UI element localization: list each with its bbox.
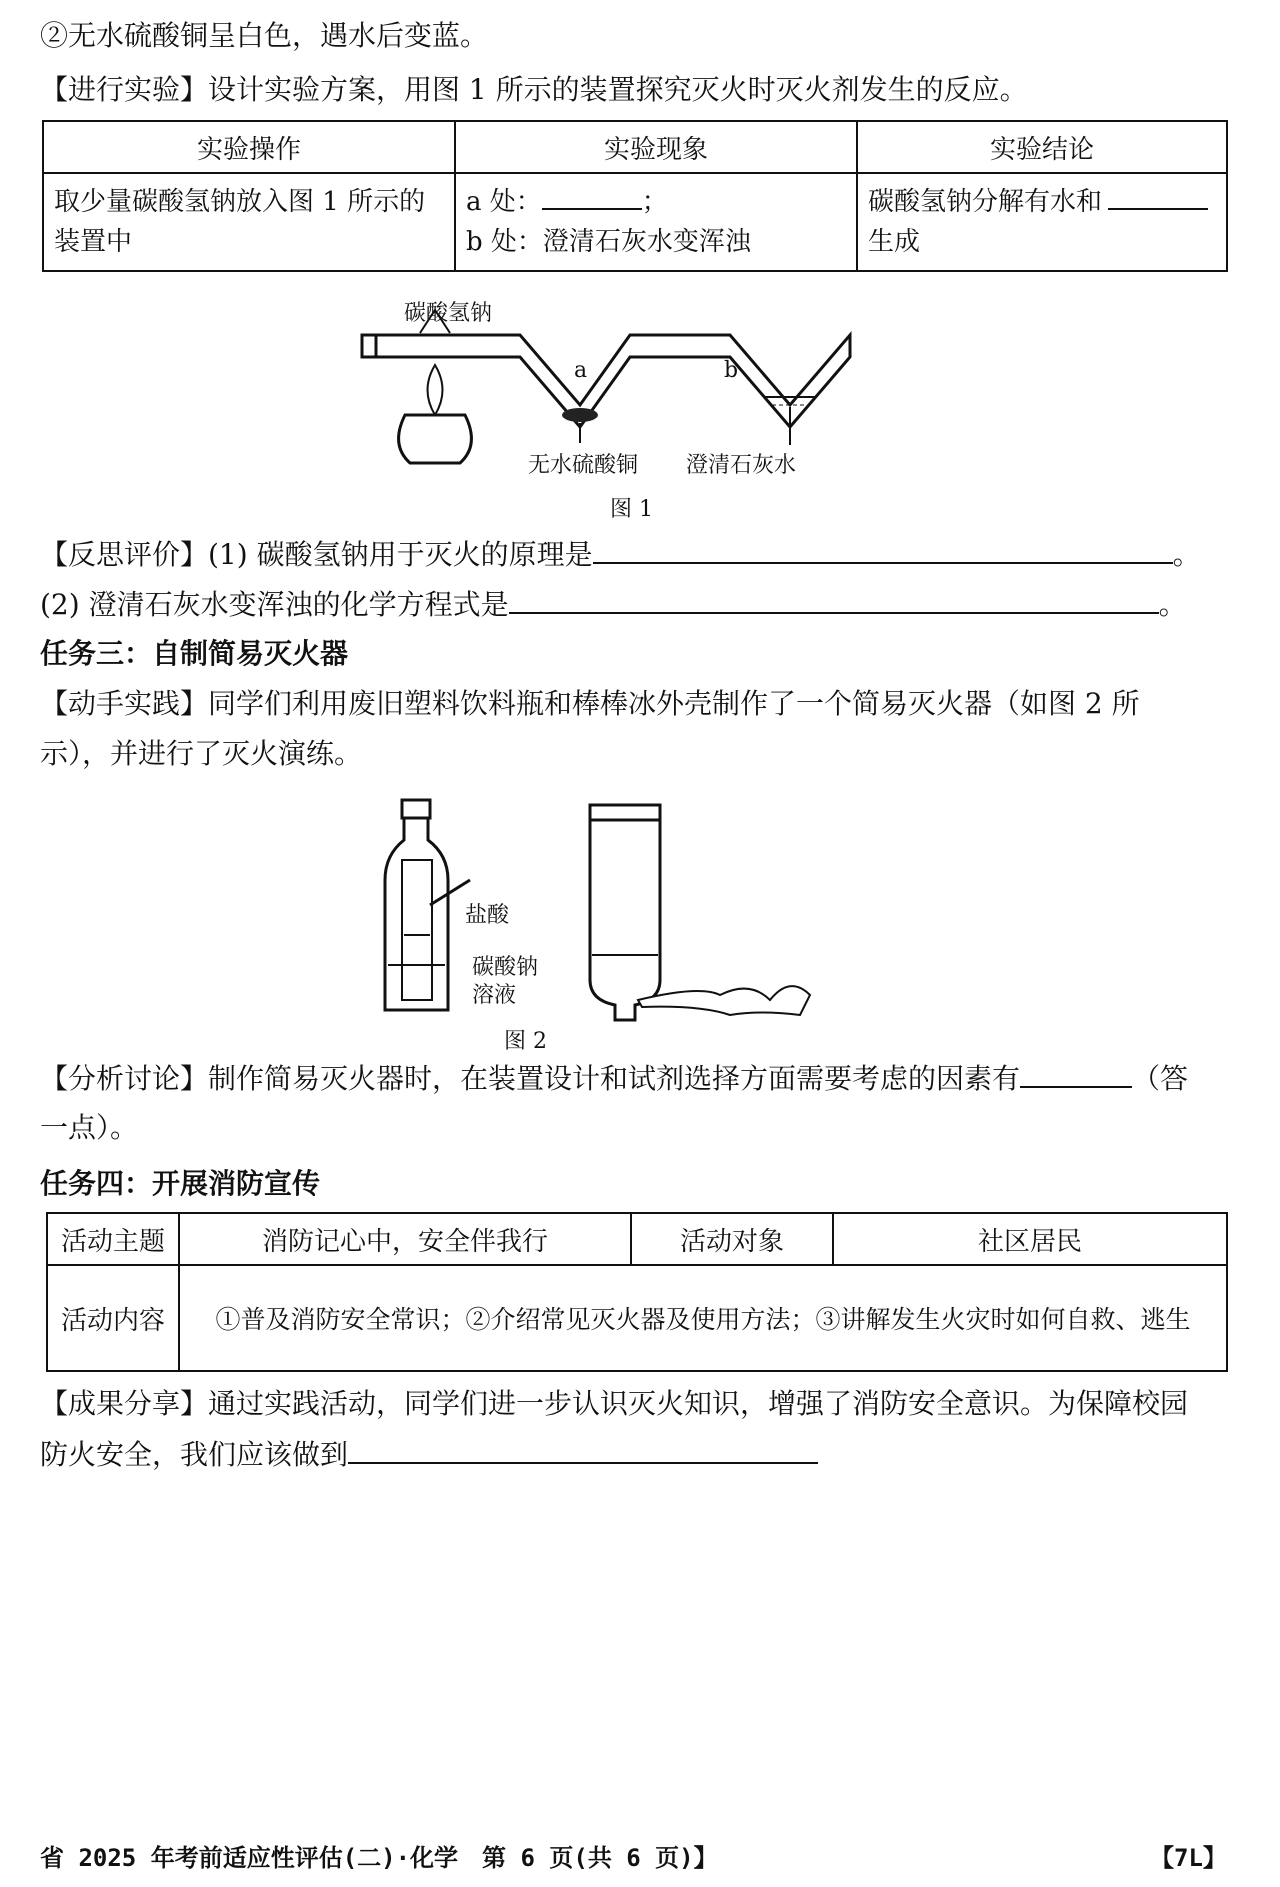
practice-line-2: 示），并进行了灭火演练。 (40, 737, 363, 770)
note-2: ②无水硫酸铜呈白色，遇水后变蓝。 (40, 19, 489, 52)
reflection-q1 (40, 536, 1201, 573)
theme-value: 消防记心中，安全伴我行 (179, 1213, 631, 1265)
phenomenon-a (466, 182, 846, 222)
discussion-end: （答 (1132, 1062, 1189, 1095)
figure-2-caption: 图 2 (504, 1029, 547, 1054)
target-label: 活动对象 (631, 1213, 833, 1265)
target-value: 社区居民 (833, 1213, 1227, 1265)
task4-title: 任务四：开展消防宣传 (40, 1167, 321, 1200)
tube-stopper (362, 335, 376, 357)
discussion-line-1 (40, 1060, 1188, 1097)
label-limewater: 澄清石灰水 (686, 453, 797, 478)
reflection-q1-end: 。 (1172, 538, 1201, 571)
cell-phenomenon (455, 173, 857, 271)
experiment-heading: 【进行实验】设计实验方案，用图 1 所示的装置探究灭火时灭火剂发生的反应。 (40, 73, 1028, 106)
header-operation: 实验操作 (43, 121, 455, 173)
operation-line-1: 取少量碳酸氢钠放入图 1 所示的 (54, 187, 426, 217)
w-shaped-tube (376, 335, 850, 427)
phenomenon-b: b 处：澄清石灰水变浑浊 (466, 227, 751, 257)
content-value: ①普及消防安全常识；②介绍常见灭火器及使用方法；③讲解发生火灾时如何自救、逃生 (179, 1265, 1227, 1371)
cell-conclusion (857, 173, 1227, 271)
blank-a[interactable] (542, 182, 642, 210)
task3-title: 任务三：自制简易灭火器 (40, 637, 349, 670)
label-hcl: 盐酸 (465, 903, 510, 928)
phenomenon-a-suffix: ； (641, 187, 668, 217)
conclusion-line-2: 生成 (868, 227, 921, 257)
label-na2co3-2: 溶液 (472, 983, 517, 1008)
footer-code: 【7L】 (1150, 1844, 1227, 1872)
sharing-text: 防火安全，我们应该做到 (40, 1438, 349, 1471)
conclusion-text: 碳酸氢钠分解有水和 (868, 187, 1103, 217)
alcohol-lamp (399, 415, 472, 463)
blank-sharing[interactable] (348, 1436, 818, 1464)
label-a: a (574, 358, 588, 383)
header-phenomenon: 实验现象 (455, 121, 857, 173)
reflection-q2-end: 。 (1158, 588, 1187, 621)
label-b: b (724, 358, 739, 383)
blank-discussion[interactable] (1020, 1060, 1132, 1088)
discussion-text: 【分析讨论】制作简易灭火器时，在装置设计和试剂选择方面需要考虑的因素有 (40, 1062, 1021, 1095)
content-label: 活动内容 (47, 1265, 179, 1371)
label-nahco3: 碳酸氢钠 (404, 301, 493, 326)
blank-q1[interactable] (593, 536, 1173, 564)
anhydrous-cuso4-mark (562, 408, 598, 422)
reflection-q2-text: (2) 澄清石灰水变浑浊的化学方程式是 (40, 588, 509, 621)
cell-operation (43, 173, 455, 271)
figure-1-caption: 图 1 (610, 497, 653, 522)
header-conclusion: 实验结论 (857, 121, 1227, 173)
discussion-line-2: 一点）。 (40, 1111, 139, 1144)
operation-line-2: 装置中 (54, 227, 133, 257)
inner-tube (402, 860, 432, 1000)
nozzle (430, 880, 470, 905)
footer-left: 省 2025 年考前适应性评估(二)·化学 第 6 页(共 6 页)】 (40, 1844, 718, 1872)
theme-label: 活动主题 (47, 1213, 179, 1265)
bottle-1-body (385, 818, 448, 1010)
blank-conclusion[interactable] (1108, 182, 1208, 210)
label-cuso4: 无水硫酸铜 (528, 453, 639, 478)
sharing-line-2 (40, 1436, 818, 1473)
spray-foam (638, 986, 810, 1015)
bottle-2-body (590, 820, 660, 1020)
flame (428, 365, 443, 415)
blank-q2[interactable] (509, 586, 1159, 614)
bottle-2-base (590, 805, 660, 820)
figure-2-extinguisher (380, 795, 860, 1025)
conclusion-line-1 (868, 182, 1216, 222)
reflection-q1-text: 【反思评价】(1) 碳酸氢钠用于灭火的原理是 (40, 538, 593, 571)
activity-table (46, 1212, 1228, 1372)
sharing-line-1: 【成果分享】通过实践活动，同学们进一步认识灭火知识，增强了消防安全意识。为保障校园 (40, 1387, 1189, 1420)
reflection-q2 (40, 586, 1187, 623)
label-na2co3-1: 碳酸钠 (472, 955, 539, 980)
practice-line-1: 【动手实践】同学们利用废旧塑料饮料瓶和棒棒冰外壳制作了一个简易灭火器（如图 2 所 (40, 687, 1140, 720)
experiment-table (42, 120, 1228, 272)
bottle-1-cap (402, 800, 430, 818)
phenomenon-a-prefix: a 处： (466, 187, 542, 217)
